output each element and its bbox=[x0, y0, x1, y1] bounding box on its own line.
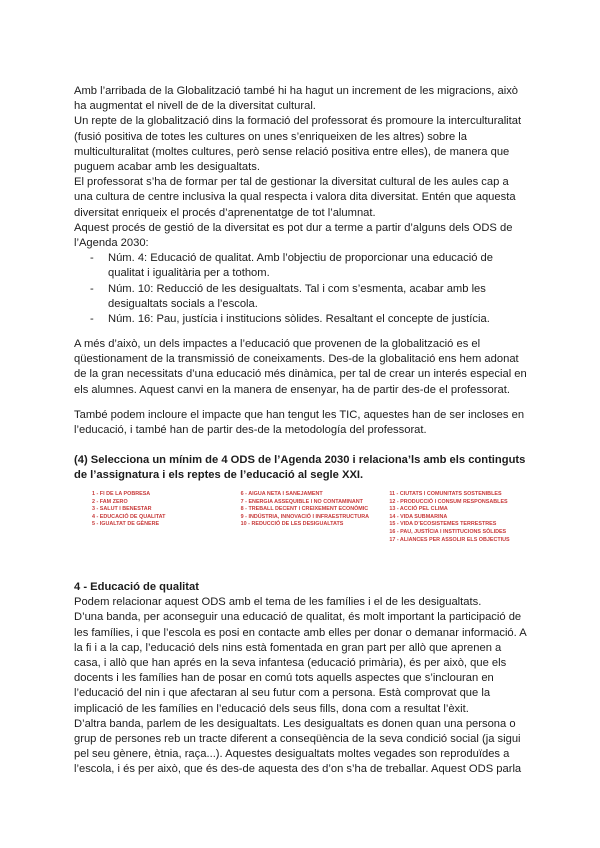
paragraph-tic: També podem incloure el impacte que han tengut les TIC, aquestes han de ser incloses en l’educació, i també han de partir des-de la metodología del professorat. bbox=[74, 409, 525, 437]
ods-list bbox=[74, 251, 530, 327]
paragraph-globalization: A més d’això, un dels impactes a l’educació que provenen de la globalització es el qüestionament de la transmissió de coneixaments. Des-de la globalitació ens hem adonat de la gran necessitats d’una educació més dinàmica, per tal de crear un interés especial en els alumnes. Aquest canvi en la manera de ensenyar, ha de partir des-de el professorat. bbox=[74, 338, 527, 396]
intro-paragraph-1: Amb l’arribada de la Globalització també hi ha hagut un increment de les migracions, això ha augmentat el nivell de de la diversitat cultural. bbox=[74, 85, 519, 113]
ods-graphic bbox=[92, 491, 524, 544]
list-item: - Núm. 16: Pau, justícia i institucions sòlides. Resaltant el concepte de justícia. bbox=[90, 313, 490, 326]
section-4 bbox=[74, 580, 530, 778]
section-4-paragraph-3: D’altra banda, parlem de les desigualtats. Les desigualtats es donen quan una persona o grup de persones reb un tracte diferent a conseqüència de la seva condició social (ja sigui pel seu gènere, ètnia, raça...). Aquestes desigualtats moltes vegades son reproduïdes a l’escola, i és per això, que és des-de aquesta des d’on s’ha de treballar. Aquest ODS parla bbox=[74, 717, 522, 776]
list-item: - Núm. 4: Educació de qualitat. Amb l’objectiu de proporcionar una educació de qualitat i igualitària per a tothom. bbox=[90, 252, 493, 280]
list-item: - Núm. 10: Reducció de les desigualtats. Tal i com s’esmenta, acabar amb les desigualtats socials a l’escola. bbox=[90, 282, 486, 310]
section-4-heading: 4 - Educació de qualitat bbox=[74, 581, 199, 593]
intro-section bbox=[74, 84, 530, 327]
intro-paragraph-4: Aquest procés de gestió de la diversitat es pot dur a terme a partir d’alguns dels ODS de l’Agenda 2030: bbox=[74, 221, 513, 250]
section-4-paragraph-1: Podem relacionar aquest ODS amb el tema de les famílies i el de les desigualtats. bbox=[74, 596, 482, 609]
intro-paragraph-2: Un repte de la globalització dins la formació del professorat és promoure la interculturalitat (fusió positiva de totes les cultures on unes s’enriqueixen de les altres) sobre la multiculturalitat (moltes cultures, però sense relació positiva entre elles), de manera que puguem acabar amb les desigualtats. bbox=[74, 115, 522, 174]
ods-column-3: 11 - CIUTATS I COMUNITATS SOSTENIBLES 12 - PRODUCCIÓ I CONSUM RESPONSABLES 13 - ACCIÓ PEL CLIMA 14 - VIDA SUBMARINA 15 - VIDA D’ECOSISTEMES TERRESTRES 16 - PAU, JUSTÍCIA I INSTITUCIONS SÒLIDES 17 - ALIANCES PER ASSOLIR ELS OBJECTIUS bbox=[389, 491, 510, 543]
intro-paragraph-3: El professorat s’ha de formar per tal de gestionar la diversitat cultural de les aules cap a una cultura de centre inclusiva la qual respecta i valora dita diversitat. Entén que aquesta diversitat enriqueix el procés d’aprenentatge de tot l’alumnat. bbox=[74, 176, 516, 219]
ods-column-2: 6 - AIGUA NETA I SANEJAMENT 7 - ENERGIA ASSEQUIBLE I NO CONTAMINANT 8 - TREBALL DECENT I CREIXEMENT ECONÒMIC 9 - INDÚSTRIA, INNOVACIÓ I INFRAESTRUCTURA 10 - REDUCCIÓ DE LES DESIGUALTATS bbox=[240, 491, 370, 528]
question-heading: (4) Selecciona un mínim de 4 ODS de l’Agenda 2030 i relaciona’ls amb els continguts de l’assignatura i els reptes de l’educació al segle XXI. bbox=[74, 454, 526, 482]
section-4-paragraph-2: D’una banda, per aconseguir una educació de qualitat, és molt important la participació de les famílies, i que l’escola es posi en contacte amb elles per donar o demanar informació. A la fi i a la cap, l’educació dels nins està fomentada en gran part per allò que aprenen a casa, i allò que han aprés en la seva infantesa (educació primària), és per això, que els docents i les famílies han de posar en comú tots aquells aspectes que s’inclouran en l’educació del nin i que afectaran al seu futur com a persona. Està comprovat que la implicació de les famílies en l’educació dels seus fills, dona com a resultat l’èxit. bbox=[74, 611, 527, 715]
ods-column-1: 1 - FI DE LA POBRESA 2 - FAM ZERO 3 - SALUT I BENESTAR 4 - EDUCACIÓ DE QUALITAT 5 - IGUALTAT DE GÈNERE bbox=[92, 491, 166, 528]
